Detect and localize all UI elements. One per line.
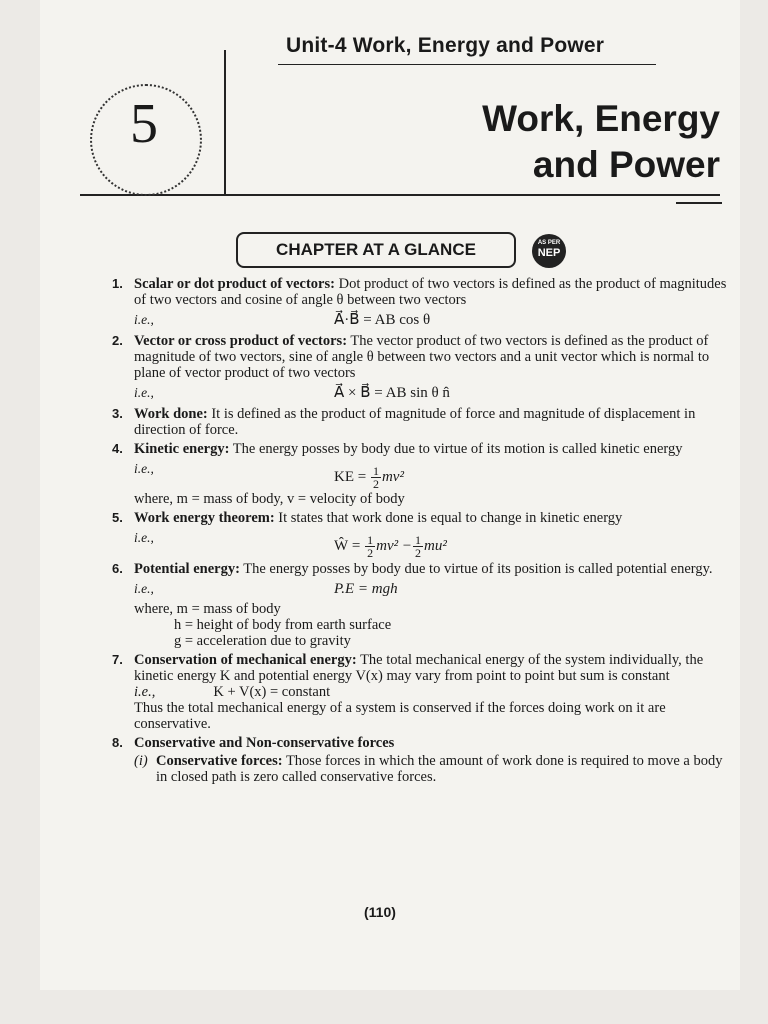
item-number: 1. — [112, 276, 123, 291]
glance-list — [112, 276, 728, 788]
where-line: where, m = mass of body, v = velocity of body — [134, 491, 405, 507]
where-line-g: g = acceleration due to gravity — [174, 633, 351, 649]
formula — [334, 465, 404, 490]
chapter-title-line2: and Power — [532, 144, 720, 185]
fraction-denominator: 2 — [372, 477, 379, 491]
page-number: (110) — [364, 904, 396, 920]
formula-left: Ŵ = — [334, 537, 361, 554]
item-number: 7. — [112, 652, 123, 667]
unit-title: Unit-4 Work, Energy and Power — [286, 34, 605, 57]
vertical-divider — [224, 50, 226, 196]
chapter-title — [482, 96, 720, 188]
item-heading: Potential energy: — [134, 561, 240, 577]
item-text: The energy posses by body due to virtue of its motion is called kinetic energy — [229, 441, 683, 457]
fraction-numerator: 1 — [372, 464, 379, 478]
ie-label: i.e., — [134, 461, 154, 476]
list-item — [112, 276, 728, 330]
list-item — [112, 333, 728, 403]
item-text: The total mechanical energy of the system individually, the kinetic energy K and potential energy V(x) may vary from point to point but sum is constant — [134, 652, 704, 684]
fraction — [413, 534, 423, 559]
formula-right: mv² — [381, 468, 404, 485]
sub-item-text: Those forces in which the amount of work done is required to move a body in closed path is zero called conservative forces. — [156, 753, 723, 785]
item-text: Dot product of two vectors is defined as the product of magnitudes of two vectors and cosine of angle θ between two vectors — [134, 276, 727, 308]
item-text-2: Thus the total mechanical energy of a system is conserved if the forces doing work on it are conservative. — [134, 700, 666, 732]
ie-label: i.e., — [134, 581, 154, 596]
formula: P.E = mgh — [334, 581, 398, 597]
item-heading: Work energy theorem: — [134, 510, 275, 526]
equation-row — [134, 383, 728, 403]
list-item — [112, 735, 728, 785]
item-heading: Conservation of mechanical energy: — [134, 652, 357, 668]
ie-label: i.e., — [134, 385, 154, 400]
list-item — [112, 561, 728, 649]
formula-middle: mv² − — [376, 537, 412, 554]
item-text: It states that work done is equal to change in kinetic energy — [274, 510, 623, 526]
where-line-h: h = height of body from earth surface — [174, 617, 392, 633]
chapter-at-a-glance-box: CHAPTER AT A GLANCE — [236, 232, 516, 268]
equation-row — [134, 528, 728, 558]
chapter-title-line1: Work, Energy — [482, 98, 720, 139]
item-number: 3. — [112, 406, 123, 421]
fraction-numerator: 1 — [367, 533, 374, 547]
where-line: where, m = mass of body — [134, 601, 281, 617]
sub-item — [134, 753, 728, 785]
unit-rule — [278, 64, 656, 65]
fraction-numerator: 1 — [414, 533, 421, 547]
item-number: 2. — [112, 333, 123, 348]
fraction-denominator: 2 — [414, 546, 421, 560]
list-item — [112, 510, 728, 558]
ie-label: i.e., — [134, 684, 156, 700]
item-heading: Scalar or dot product of vectors: — [134, 276, 335, 292]
item-heading: Conservative and Non-conservative forces — [134, 735, 395, 751]
equation-row — [134, 579, 728, 599]
header-divider — [80, 194, 720, 196]
equation-row — [134, 310, 728, 330]
sub-item-number: (i) — [134, 753, 148, 769]
list-item — [112, 406, 728, 438]
item-number: 6. — [112, 561, 123, 576]
item-text: It is defined as the product of magnitude of force and magnitude of displacement in direction of force. — [134, 406, 696, 438]
fraction — [365, 534, 375, 559]
equation-row — [134, 459, 728, 489]
item-heading: Vector or cross product of vectors: — [134, 333, 348, 349]
ie-label: i.e., — [134, 530, 154, 545]
item-text: The vector product of two vectors is defined as the product of magnitude of two vectors, sine of angle θ between two vectors and a unit vector which is normal to plane of vector product of two vectors — [134, 333, 710, 381]
formula-right: mu² — [423, 537, 447, 554]
list-item — [112, 441, 728, 507]
fraction-denominator: 2 — [367, 546, 374, 560]
nep-badge-small: AS PER — [537, 240, 561, 246]
item-number: 8. — [112, 735, 123, 750]
item-heading: Kinetic energy: — [134, 441, 230, 457]
nep-badge — [532, 234, 566, 268]
formula — [334, 534, 447, 559]
item-number: 4. — [112, 441, 123, 456]
fraction — [371, 465, 381, 490]
chapter-number: 5 — [130, 93, 158, 155]
formula: A⃗ × B⃗ = AB sin θ n̂ — [334, 385, 450, 401]
sub-item-heading: Conservative forces: — [156, 753, 283, 769]
ie-label: i.e., — [134, 312, 154, 327]
formula-left: KE = — [334, 468, 367, 485]
header-divider-tail — [676, 202, 722, 204]
nep-badge-large: NEP — [537, 247, 561, 259]
item-heading: Work done: — [134, 406, 208, 422]
item-number: 5. — [112, 510, 123, 525]
formula: A⃗·B⃗ = AB cos θ — [334, 312, 431, 328]
item-text: The energy posses by body due to virtue of its position is called potential energy. — [239, 561, 713, 577]
list-item — [112, 652, 728, 732]
formula: K + V(x) = constant — [213, 684, 331, 700]
